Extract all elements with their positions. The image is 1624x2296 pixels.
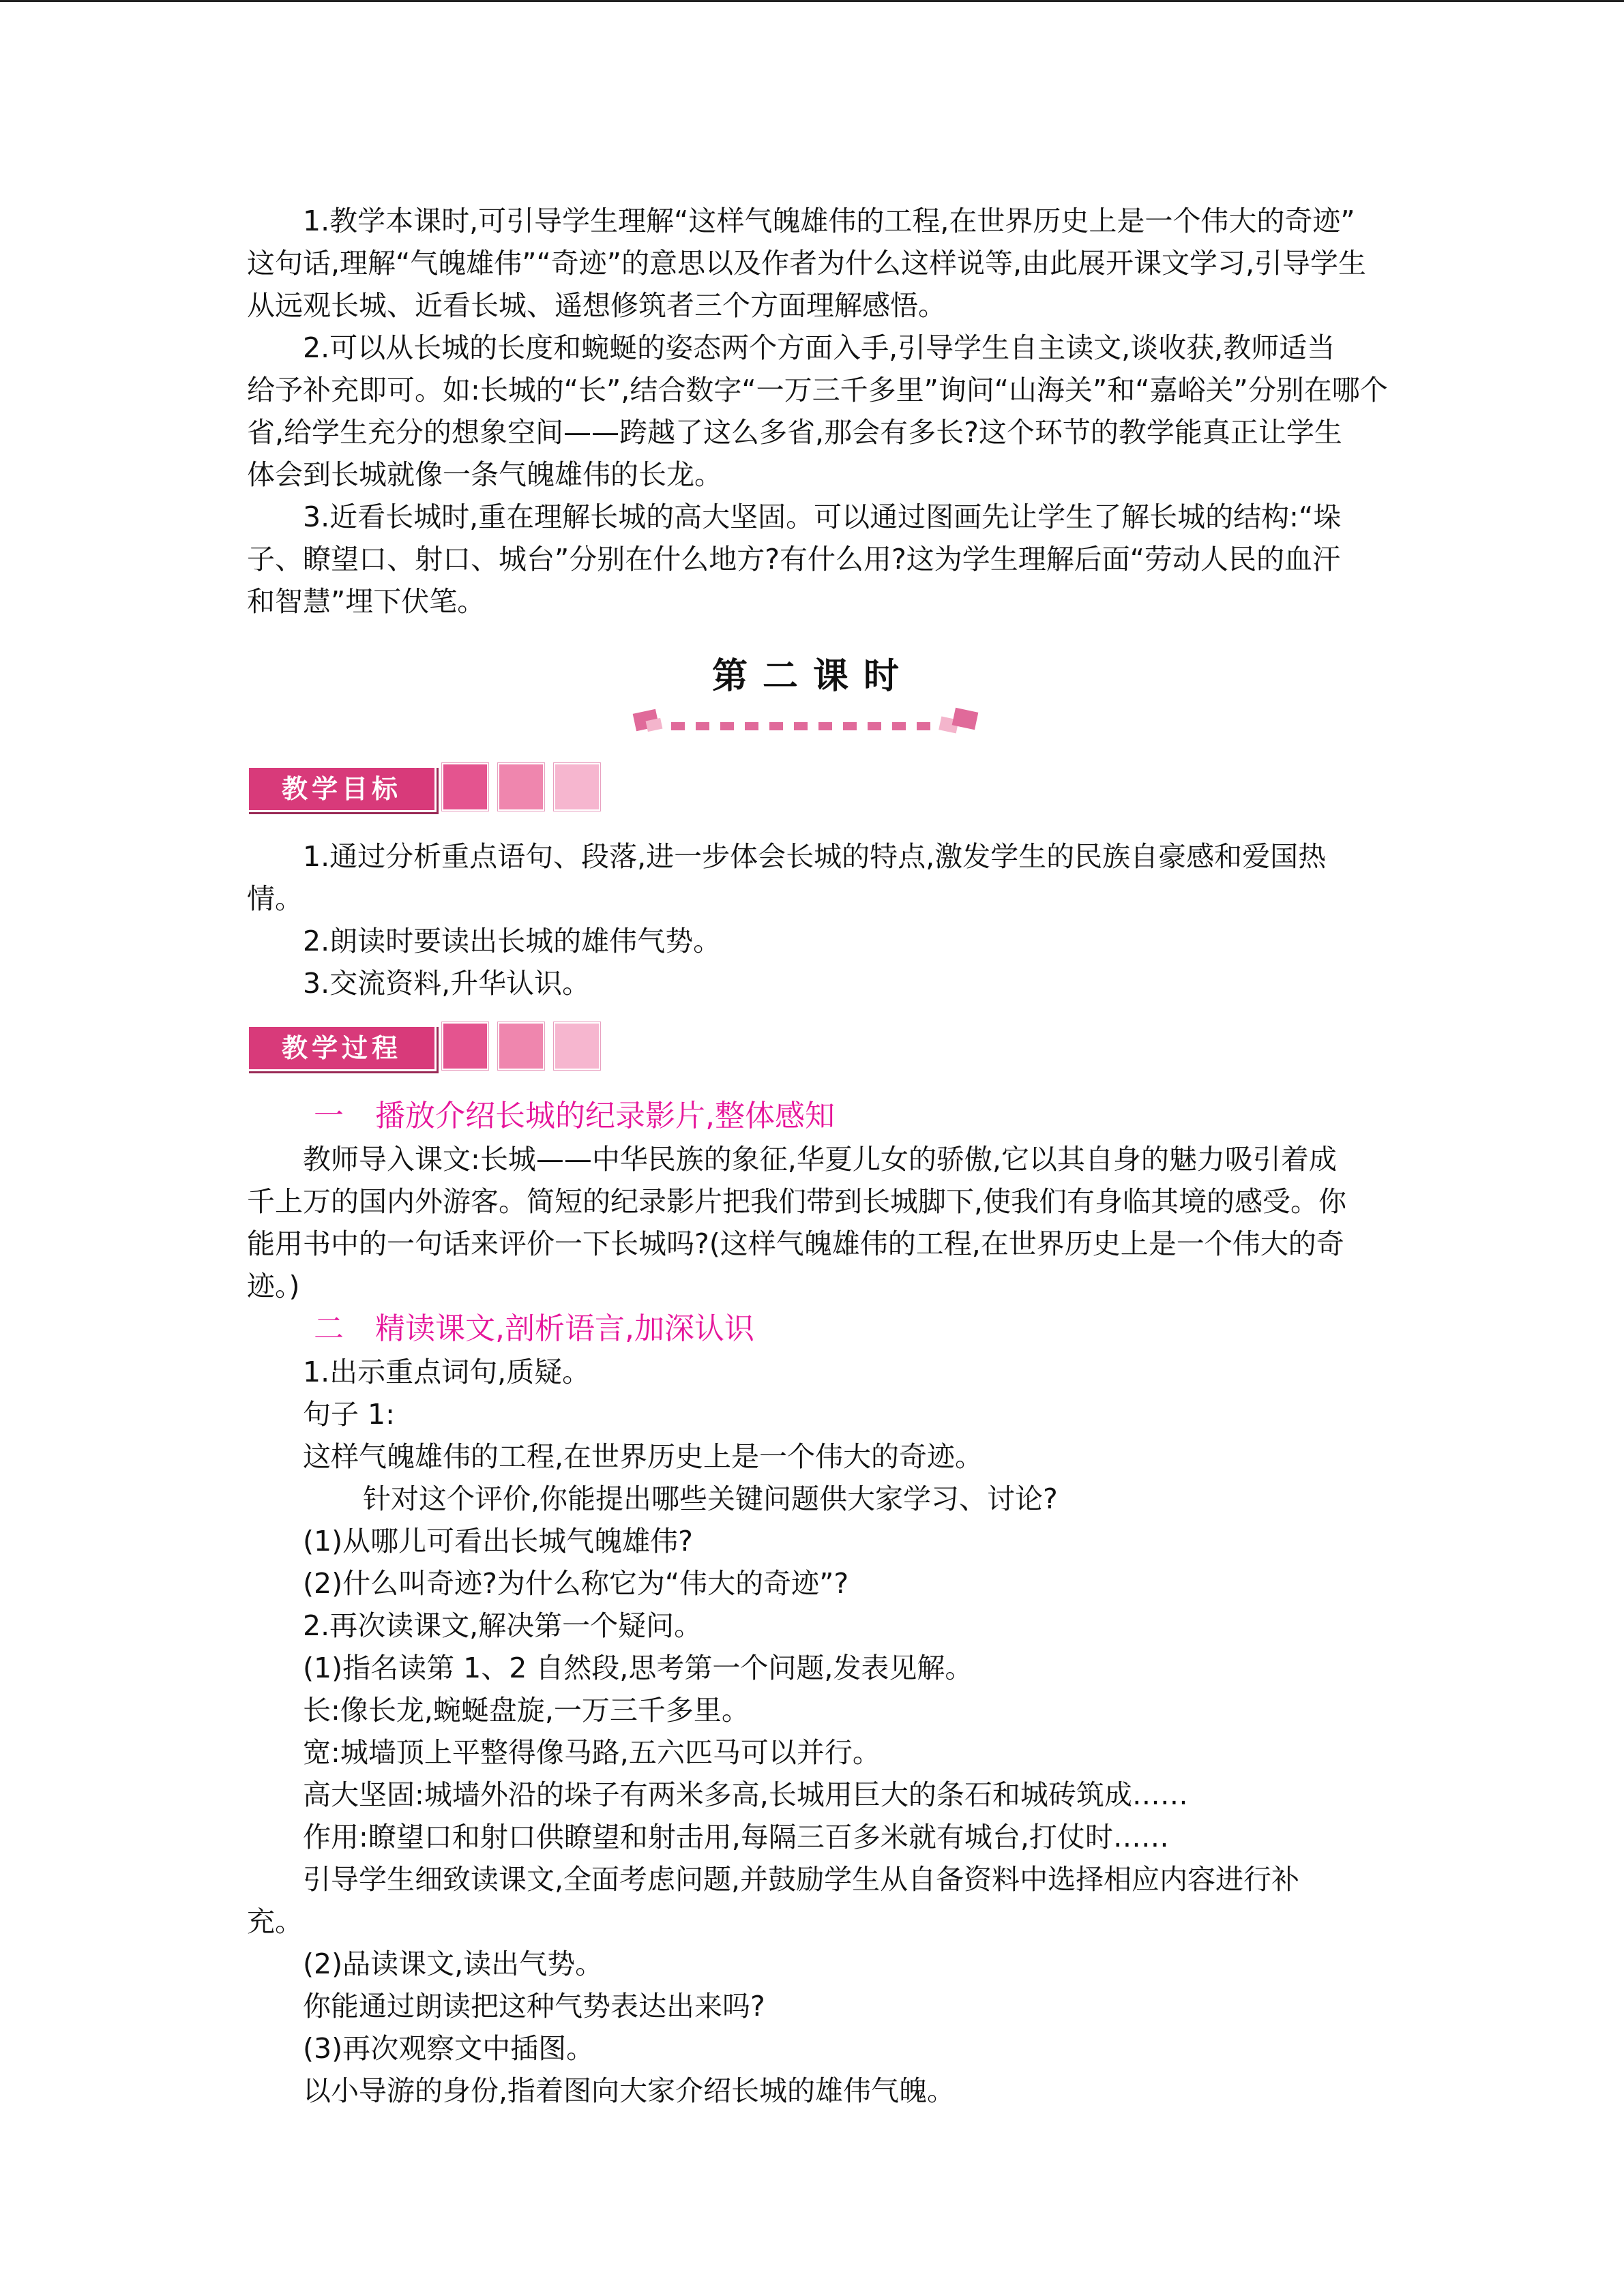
objectives-list bbox=[247, 835, 1379, 1004]
step1-line-2: 千上万的国内外游客。简短的纪录影片把我们带到长城脚下,使我们有身临其境的感受。你 bbox=[247, 1185, 1347, 1218]
step2-line-1: 1.出示重点词句,质疑。 bbox=[303, 1356, 591, 1388]
process-step-1 bbox=[247, 1094, 1379, 1307]
intro-p2-line4: 体会到长城就像一条气魄雄伟的长龙。 bbox=[247, 458, 722, 491]
step2-line-9: 长:像长龙,蜿蜒盘旋,一万三千多里。 bbox=[303, 1694, 750, 1727]
step2-line-15: (2)品读课文,读出气势。 bbox=[303, 1948, 604, 1980]
step2-line-11: 高大坚固:城墙外沿的垛子有两米多高,长城用巨大的条石和城砖筑成…… bbox=[303, 1778, 1188, 1811]
step2-line-12: 作用:瞭望口和射口供瞭望和射击用,每隔三百多米就有城台,打仗时…… bbox=[303, 1821, 1169, 1853]
objectives-deco-square-3 bbox=[554, 763, 600, 811]
step1-heading bbox=[247, 1094, 1379, 1138]
step1-line-4: 迹。) bbox=[247, 1270, 300, 1302]
step2-line-2: 句子 1: bbox=[303, 1398, 395, 1431]
intro-p2-line1: 2.可以从长城的长度和蜿蜒的姿态两个方面入手,引导学生自主读文,谈收获,教师适当 bbox=[303, 331, 1335, 364]
step2-heading bbox=[247, 1307, 1379, 1351]
intro-section bbox=[247, 200, 1388, 623]
step2-line-4: 针对这个评价,你能提出哪些关键问题供大家学习、讨论? bbox=[363, 1482, 1058, 1515]
process-deco-square-3 bbox=[554, 1022, 600, 1070]
intro-p1-line3: 从远观长城、近看长城、遥想修筑者三个方面理解感悟。 bbox=[247, 289, 946, 322]
step2-line-18: 以小导游的身份,指着图向大家介绍长城的雄伟气魄。 bbox=[303, 2074, 956, 2107]
intro-p3-line1: 3.近看长城时,重在理解长城的高大坚固。可以通过图画先让学生了解长城的结构:“垛 bbox=[303, 501, 1342, 533]
objective-line-3: 2.朗读时要读出长城的雄伟气势。 bbox=[303, 925, 722, 957]
page-content bbox=[247, 200, 1388, 2112]
step2-key-sentence: 这样气魄雄伟的工程,在世界历史上是一个伟大的奇迹。 bbox=[303, 1440, 984, 1473]
objectives-header bbox=[247, 760, 1379, 815]
intro-p3-line3: 和智慧”埋下伏笔。 bbox=[247, 585, 486, 618]
objective-line-2: 情。 bbox=[247, 882, 303, 915]
objectives-deco-square-1 bbox=[442, 763, 488, 811]
step2-line-13: 引导学生细致读课文,全面考虑问题,并鼓励学生从自备资料中选择相应内容进行补 bbox=[303, 1863, 1300, 1896]
intro-p1-line1: 1.教学本课时,可引导学生理解“这样气魄雄伟的工程,在世界历史上是一个伟大的奇迹” bbox=[303, 205, 1355, 237]
objective-line-4: 3.交流资料,升华认识。 bbox=[303, 967, 591, 1000]
intro-p3-line2: 子、瞭望口、射口、城台”分别在什么地方?有什么用?这为学生理解后面“劳动人民的血汗 bbox=[247, 543, 1340, 576]
process-label: 教学过程 bbox=[247, 1025, 437, 1071]
objective-line-1: 1.通过分析重点语句、段落,进一步体会长城的特点,激发学生的民族自豪感和爱国热 bbox=[303, 840, 1327, 873]
step2-line-14: 充。 bbox=[247, 1905, 303, 1938]
step1-number: 一 bbox=[314, 1099, 344, 1133]
lesson-title: 第二课时 bbox=[711, 656, 914, 697]
title-decoration bbox=[629, 699, 990, 740]
process-header bbox=[247, 1019, 1379, 1074]
process-step-2 bbox=[247, 1307, 1379, 2112]
process-deco-square-1 bbox=[442, 1022, 488, 1070]
step2-line-16: 你能通过朗读把这种气势表达出来吗? bbox=[303, 1990, 765, 2023]
objectives-deco-square-2 bbox=[498, 763, 544, 811]
step2-line-7: 2.再次读课文,解决第一个疑问。 bbox=[303, 1609, 703, 1642]
step2-number: 二 bbox=[314, 1311, 344, 1346]
lesson-title-block bbox=[247, 638, 1379, 754]
step2-line-6: (2)什么叫奇迹?为什么称它为“伟大的奇迹”? bbox=[303, 1567, 849, 1600]
intro-p2-line3: 省,给学生充分的想象空间——跨越了这么多省,那会有多长?这个环节的教学能真正让学生 bbox=[247, 416, 1342, 449]
intro-p2-line2: 给予补充即可。如:长城的“长”,结合数字“一万三千多里”询问“山海关”和“嘉峪关”分别在哪个 bbox=[247, 374, 1388, 406]
step2-line-5: (1)从哪儿可看出长城气魄雄伟? bbox=[303, 1525, 693, 1557]
step1-line-3: 能用书中的一句话来评价一下长城吗?(这样气魄雄伟的工程,在世界历史上是一个伟大的奇 bbox=[247, 1227, 1344, 1260]
step1-line-1: 教师导入课文:长城——中华民族的象征,华夏儿女的骄傲,它以其自身的魅力吸引着成 bbox=[303, 1143, 1337, 1176]
process-deco-square-2 bbox=[498, 1022, 544, 1070]
step2-line-10: 宽:城墙顶上平整得像马路,五六匹马可以并行。 bbox=[303, 1736, 881, 1769]
step1-title: 播放介绍长城的纪录影片,整体感知 bbox=[375, 1099, 835, 1133]
step2-line-8: (1)指名读第 1、2 自然段,思考第一个问题,发表见解。 bbox=[303, 1652, 973, 1684]
step2-line-17: (3)再次观察文中插图。 bbox=[303, 2032, 595, 2065]
objectives-label: 教学目标 bbox=[247, 766, 437, 812]
step2-title: 精读课文,剖析语言,加深认识 bbox=[375, 1311, 754, 1346]
intro-p1-line2: 这句话,理解“气魄雄伟”“奇迹”的意思以及作者为什么这样说等,由此展开课文学习,引导学生 bbox=[247, 247, 1367, 280]
